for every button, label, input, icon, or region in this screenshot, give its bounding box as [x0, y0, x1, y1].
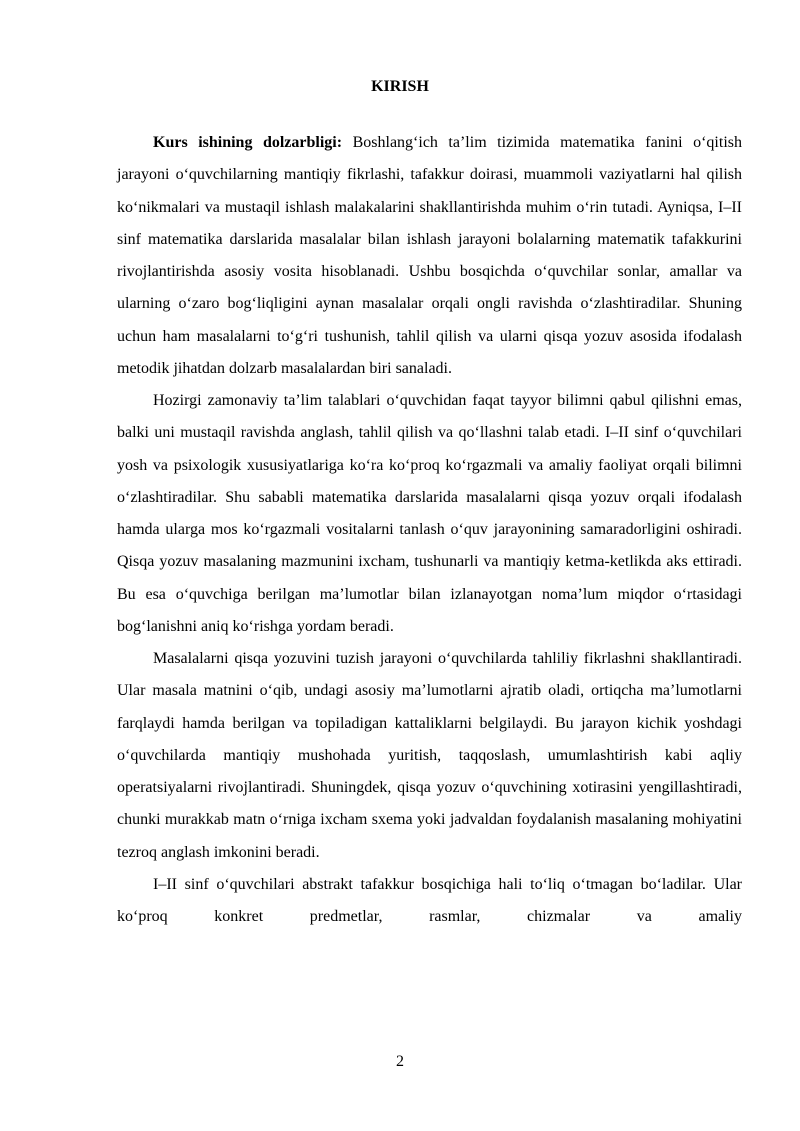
paragraph-lead: Kurs ishining dolzarbligi:: [153, 134, 343, 151]
page-number: 2: [396, 1053, 404, 1070]
paragraph-modern-education: [117, 385, 742, 643]
paragraph-abstract-thinking: [117, 869, 742, 934]
paragraph-text: Hozirgi zamonaviy ta’lim talablari o‘quvchidan faqat tayyor bilimni qabul qilishni emas, balki uni mustaqil ravishda anglash, tahlil qilish va qo‘llashni talab etadi. I–II sinf o‘quvchilari yosh va psixologik xususiyatlariga ko‘ra ko‘proq ko‘rgazmali va amaliy faoliyat orqali bilimni o‘zlashtiradilar. Shu sababli matematika darslarida masalalarni qisqa yozuv orqali ifodalash hamda ularga mos ko‘rgazmali vositalarni tanlash o‘quv jarayonining samaradorligini oshiradi. Qisqa yozuv masalaning mazmunini ixcham, tushunarli va mantiqiy ketma-ketlikda aks ettiradi. Bu esa o‘quvchiga berilgan ma’lumotlar bilan izlanayotgan noma’lum miqdor o‘rtasidagi bog‘lanishni aniq ko‘rishga yordam beradi.: [117, 392, 742, 635]
paragraph-text: Masalalarni qisqa yozuvini tuzish jarayoni o‘quvchilarda tahliliy fikrlashni shakllantiradi. Ular masala matnini o‘qib, undagi asosiy ma’lumotlarni ajratib oladi, ortiqcha ma’lumotlarni farqlaydi hamda berilgan va topiladigan kattaliklarni belgilaydi. Bu jarayon kichik yoshdagi o‘quvchilarda mantiqiy mushohada yuritish, taqqoslash, umumlashtirish kabi aqliy operatsiyalarni rivojlantiradi. Shuningdek, qisqa yozuv o‘quvchining xotirasini yengillashtiradi, chunki murakkab matn o‘rniga ixcham sxema yoki jadvaldan foydalanish masalaning mohiyatini tezroq anglash imkonini beradi.: [117, 650, 742, 861]
page-title: KIRISH: [371, 78, 429, 95]
document-body: [117, 127, 742, 933]
paragraph-text: Boshlang‘ich ta’lim tizimida matematika fanini o‘qitish jarayoni o‘quvchilarning mantiqiy fikrlashi, tafakkur doirasi, muammoli vaziyatlarni hal qilish ko‘nikmalari va mustaqil ishlash malakalarini shakllantirishda muhim o‘rin tutadi. Ayniqsa, I–II sinf matematika darslarida masalalar bilan ishlash jarayoni bolalarning matematik tafakkurini rivojlantirishda asosiy vosita hisoblanadi. Ushbu bosqichda o‘quvchilar sonlar, amallar va ularning o‘zaro bog‘liqligini aynan masalalar orqali ongli ravishda o‘zlashtiradilar. Shuning uchun ham masalalarni to‘g‘ri tushunish, tahlil qilish va ularni qisqa yozuv asosida ifodalash metodik jihatdan dolzarb masalalardan biri sanaladi.: [117, 134, 742, 377]
paragraph-short-notation: [117, 643, 742, 869]
paragraph-relevance: [117, 127, 742, 385]
paragraph-text: I–II sinf o‘quvchilari abstrakt tafakkur bosqichiga hali to‘liq o‘tmagan bo‘ladilar. Ular ko‘proq konkret predmetlar, rasmlar, chizmalar va amaliy: [117, 875, 742, 925]
